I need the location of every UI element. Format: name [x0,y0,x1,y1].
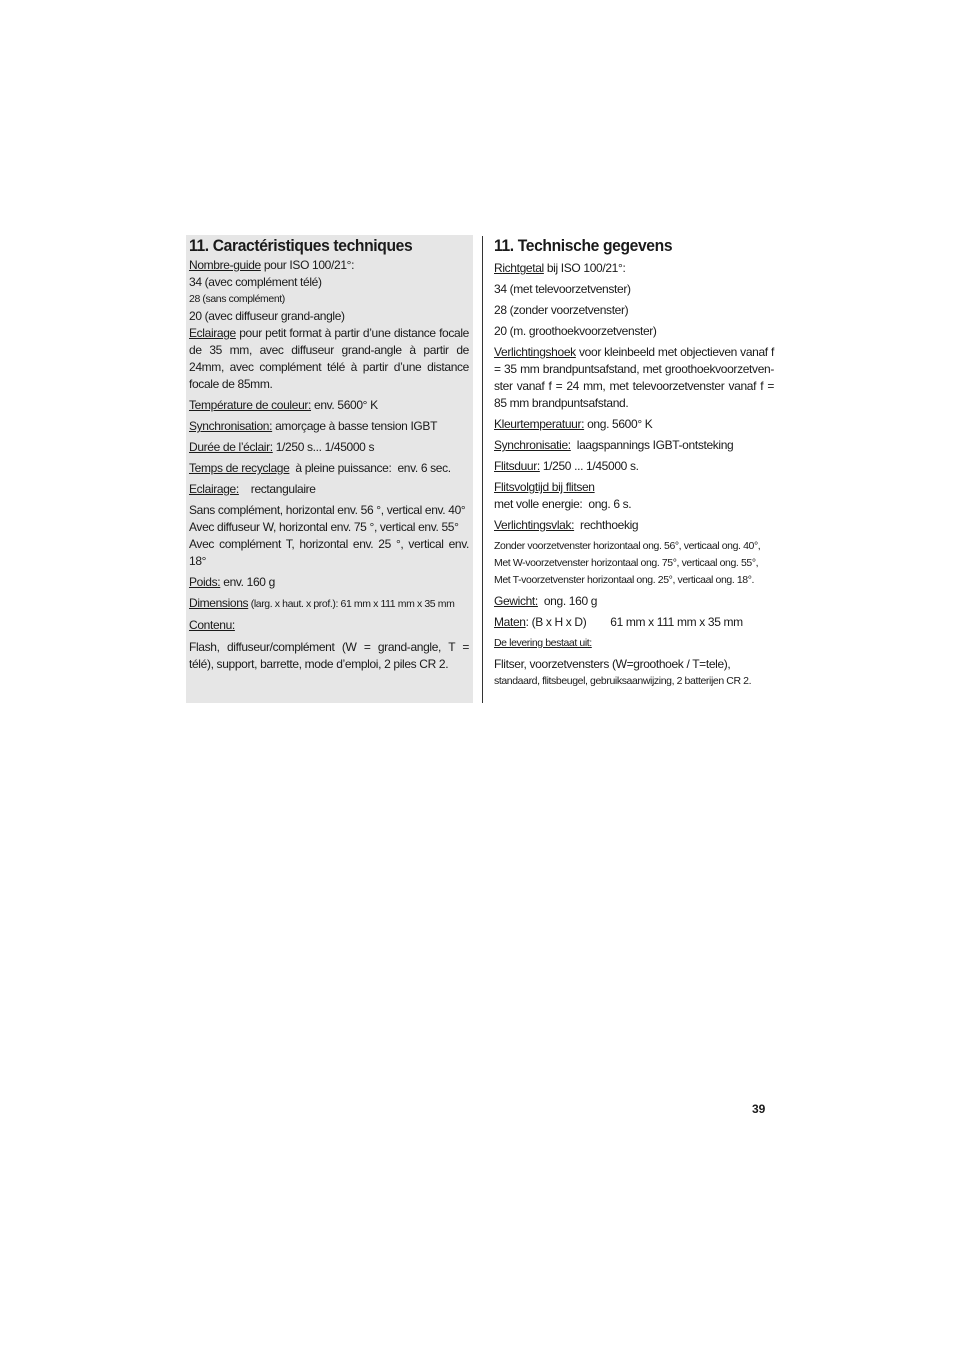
nl-maten: Maten: (B x H x D) 61 mm x 111 mm x 35 mm [494,615,743,629]
fr-eclairage: Eclairage pour petit format à partir d’une distance focale de 35 mm, avec diffuseur grand-angle à partir de 24mm, avec complément télé à partir d’une distance focale de 85mm. [189,326,469,391]
nl-levering-line1: Flitser, voorzetvensters (W=groothoek / T=tele), [494,657,731,671]
fr-eclairage-shape: Eclairage: rectangulaire [189,482,316,496]
fr-guide-number: Nombre-guide pour ISO 100/21°: [189,258,355,272]
nl-flitsduur: Flitsduur: 1/250 ... 1/45000 s. [494,459,639,473]
fr-contenu-text: Flash, diffuseur/complément (W = grand-angle, T = télé), support, barrette, mode d’emploi, 2 piles CR 2. [189,640,469,671]
nl-gewicht: Gewicht: ong. 160 g [494,594,598,608]
fr-duree: Durée de l’éclair: 1/250 s... 1/45000 s [189,440,375,454]
nl-verlichtingshoek: Verlichtingshoek voor kleinbeeld met objectieven vanaf f = 35 mm brandpuntsafstand, met groothoekvoorzetven-ster vanaf f = 24 mm, met televoorzetvenster vanaf f = 85 mm brandpuntsafstand. [494,345,774,410]
french-column [186,235,473,703]
page-number: 39 [752,1102,766,1116]
nl-kleurtemperatuur: Kleurtemperatuur: ong. 5600° K [494,417,653,431]
fr-recyclage: Temps de recyclage à pleine puissance: env. 6 sec. [189,461,451,475]
fr-dimensions: Dimensions (larg. x haut. x prof.): 61 mm x 111 mm x 35 mm [189,596,455,610]
column-divider [482,236,483,703]
nl-flitsvolgtijd-value: met volle energie: ong. 6 s. [494,497,632,511]
fr-synchronisation: Synchronisation: amorçage à basse tension IGBT [189,419,438,433]
fr-contenu-label: Contenu: [189,618,235,632]
fr-poids: Poids: env. 160 g [189,575,275,589]
fr-temperature: Température de couleur: env. 5600° K [189,398,378,412]
dutch-title: 11. Technische gegevens [494,236,673,255]
nl-levering-line2: standaard, flitsbeugel, gebruiksaanwijzing, 2 batterijen CR 2. [494,675,752,687]
nl-guide-number: Richtgetal bij ISO 100/21°: [494,261,626,275]
nl-flitsvolgtijd: Flitsvolgtijd bij flitsen [494,480,595,494]
nl-angle-3: Met T-voorzetvenster horizontaal ong. 25°, verticaal ong. 18°. [494,574,755,586]
nl-guide-tele: 34 (met televoorzetvenster) [494,282,631,296]
nl-angle-1: Zonder voorzetvenster horizontaal ong. 56°, verticaal ong. 40°, [494,540,761,552]
fr-angle-3: Avec complément T, horizontal env. 25 °, vertical env. 18° [189,537,469,568]
nl-levering-label: De levering bestaat uit: [494,637,592,649]
nl-guide-wide: 20 (m. groothoekvoorzetvenster) [494,324,657,338]
nl-synchronisatie: Synchronisatie: laagspannings IGBT-ontsteking [494,438,734,452]
dutch-column [494,235,774,690]
french-title: 11. Caractéristiques techniques [189,236,413,255]
fr-guide-sans: 28 (sans complément) [189,293,285,305]
nl-verlichtingsvlak: Verlichtingsvlak: rechthoekig [494,518,639,532]
fr-angle-2: Avec diffuseur W, horizontal env. 75 °, vertical env. 55° [189,520,459,534]
fr-guide-wide: 20 (avec diffuseur grand-angle) [189,309,345,323]
fr-guide-tele: 34 (avec complément télé) [189,275,322,289]
nl-guide-zonder: 28 (zonder voorzetvenster) [494,303,629,317]
fr-angle-1: Sans complément, horizontal env. 56 °, vertical env. 40° [189,503,466,517]
nl-angle-2: Met W-voorzetvenster horizontaal ong. 75°, verticaal ong. 55°, [494,557,759,569]
